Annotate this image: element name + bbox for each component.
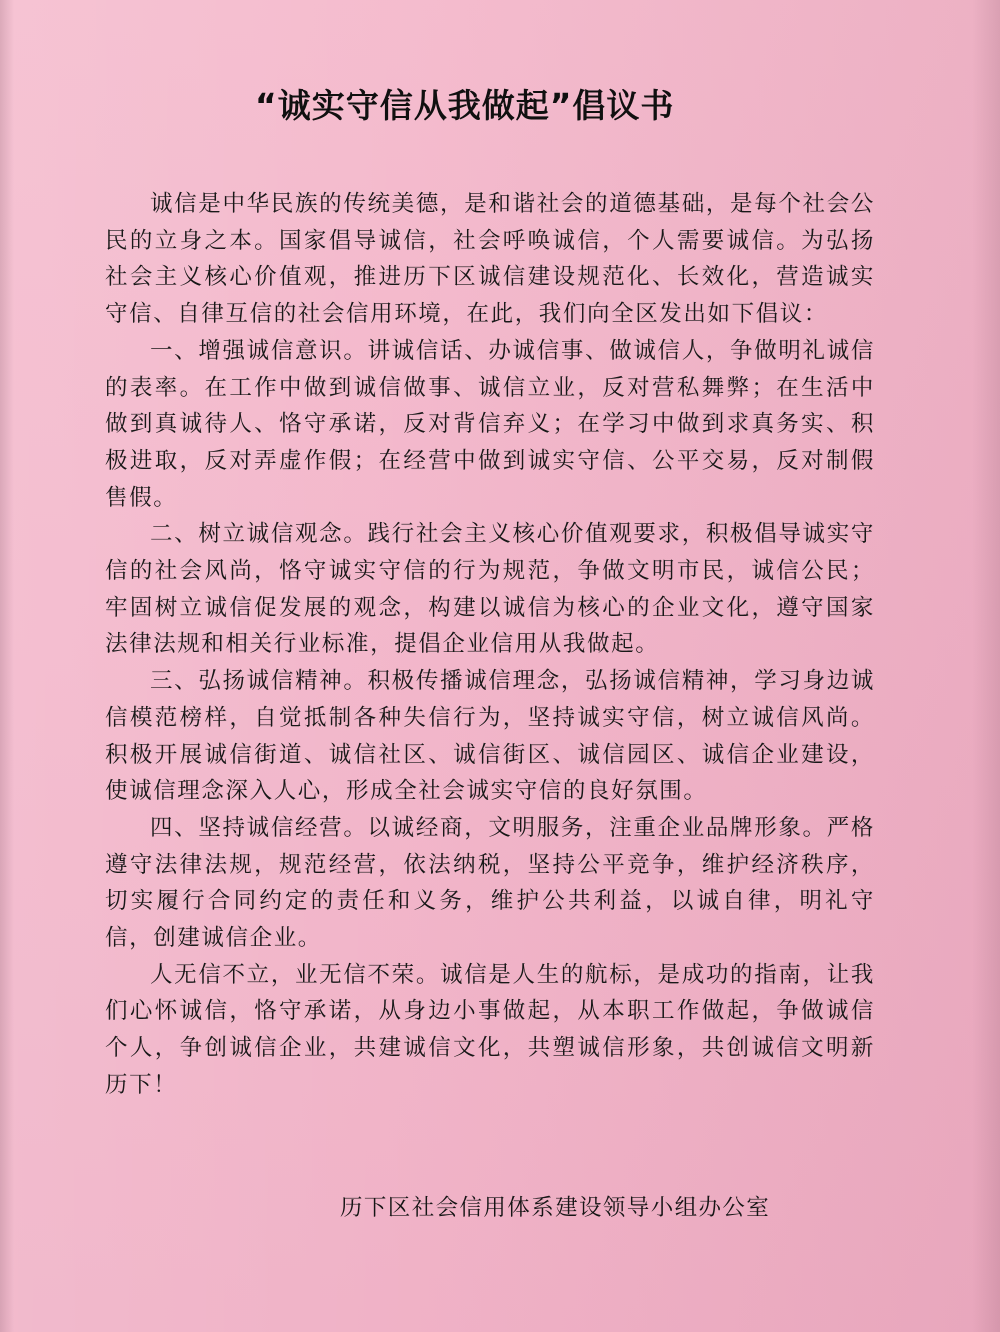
intro-paragraph: 诚信是中华民族的传统美德，是和谐社会的道德基础，是每个社会公民的立身之本。国家倡导诚信，社会呼唤诚信，个人需要诚信。为弘扬社会主义核心价值观，推进历下区诚信建设规范化、长效化，营造诚实守信、自律互信的社会信用环境，在此，我们向全区发出如下倡议： [105,191,875,328]
closing-paragraph: 人无信不立，业无信不荣。诚信是人生的航标，是成功的指南，让我们心怀诚信，恪守承诺，从身边小事做起，从本职工作做起，争做诚信个人，争创诚信企业，共建诚信文化，共塑诚信形象，共创诚信文明新历下！ [105,961,875,1098]
proposal-paragraph-integrity-concept: 二、树立诚信观念。践行社会主义核心价值观要求，积极倡导诚实守信的社会风尚，恪守诚实守信的行为规范，争做文明市民，诚信公民；牢固树立诚信促发展的观念，构建以诚信为核心的企业文化，遵守国家法律法规和相关行业标准，提倡企业信用从我做起。 [105,521,875,658]
proposal-paragraph-integrity-business: 四、坚持诚信经营。以诚经商，文明服务，注重企业品牌形象。严格遵守法律法规，规范经营，依法纳税，坚持公平竞争，维护经济秩序，切实履行合同约定的责任和义务，维护公共利益，以诚自律，明礼守信，创建诚信企业。 [105,814,875,952]
issuing-office-signature: 历下区社会信用体系建设领导小组办公室 [340,1195,771,1221]
document-title: “诚实守信从我做起”倡议书 [255,86,675,125]
proposal-document [105,84,875,1104]
proposal-paragraph-integrity-awareness: 一、增强诚信意识。讲诚信话、办诚信事、做诚信人，争做明礼诚信的表率。在工作中做到诚信做事、诚信立业，反对营私舞弊；在生活中做到真诚待人、恪守承诺，反对背信弃义；在学习中做到求真务实、积极进取，反对弄虚作假；在经营中做到诚实守信、公平交易，反对制假售假。 [105,337,875,511]
proposal-paragraph-integrity-spirit: 三、弘扬诚信精神。积极传播诚信理念，弘扬诚信精神，学习身边诚信模范榜样，自觉抵制各种失信行为，坚持诚实守信，树立诚信风尚。积极开展诚信街道、诚信社区、诚信街区、诚信园区、诚信企业建设，使诚信理念深入人心，形成全社会诚实守信的良好氛围。 [105,668,875,805]
